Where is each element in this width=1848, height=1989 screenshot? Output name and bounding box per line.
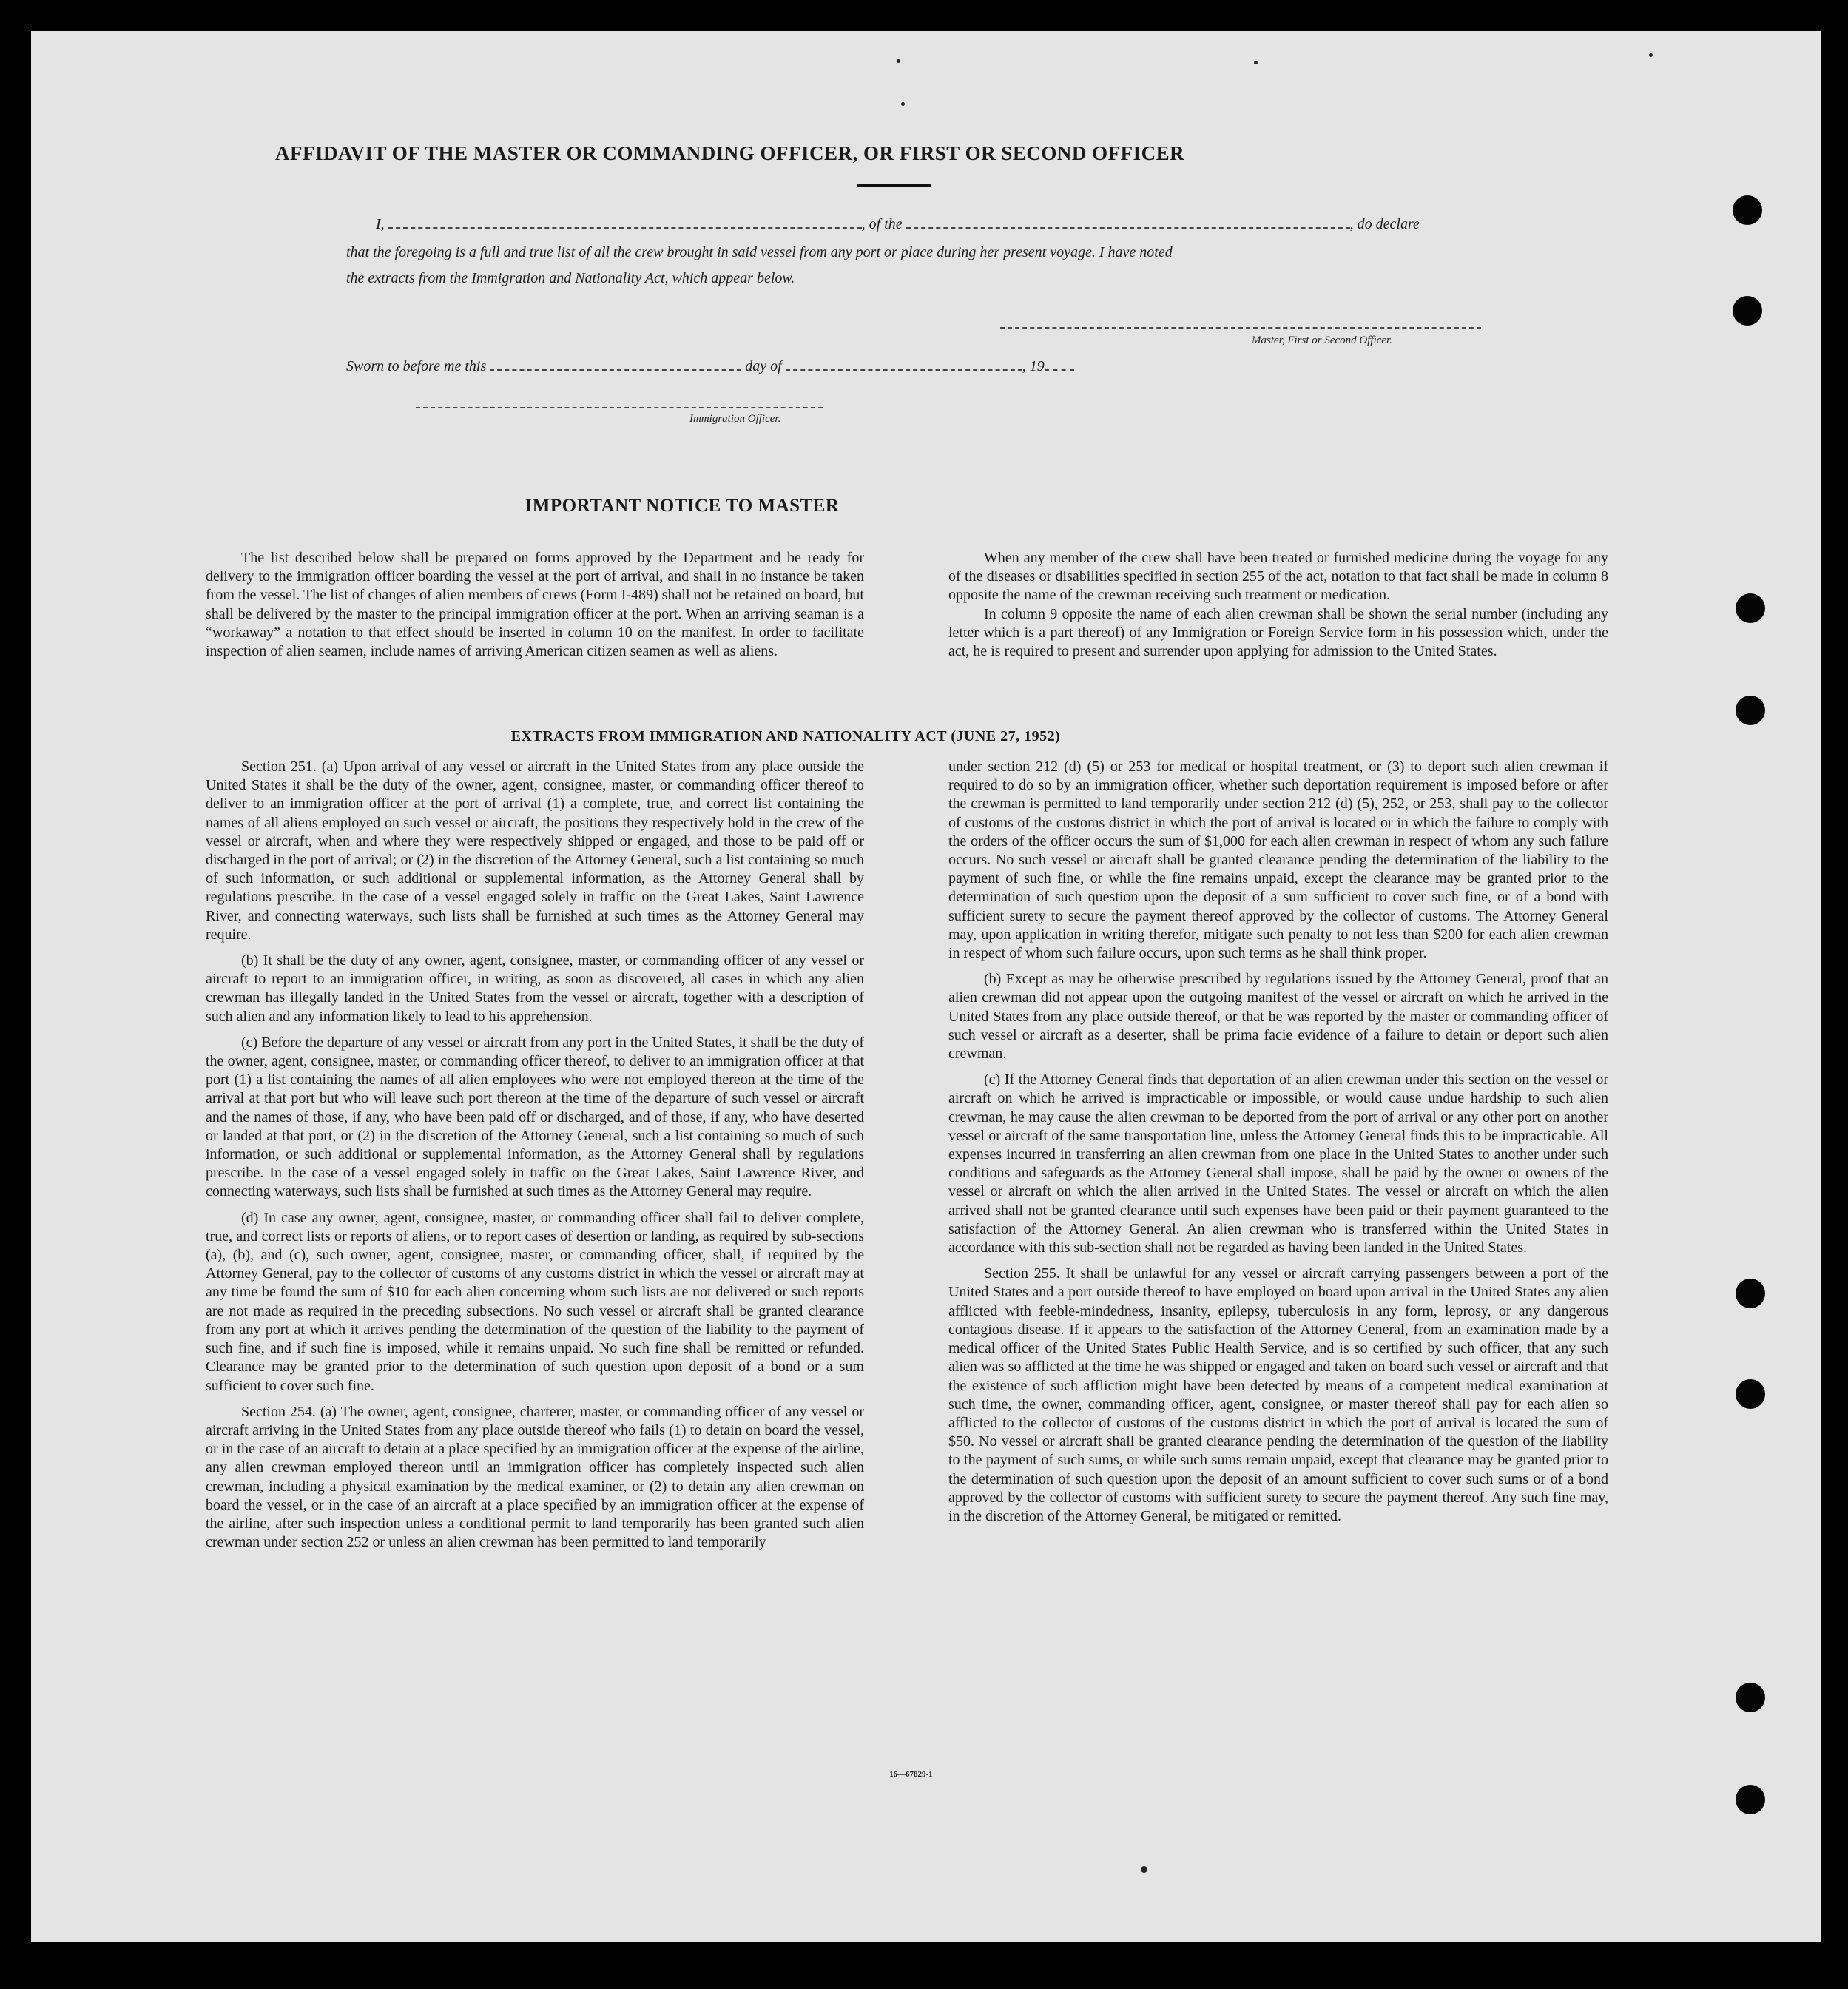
extract-paragraph: under section 212 (d) (5) or 253 for medical or hospital treatment, or (3) to deport such alien crewman if required to do so by an immigration officer, whether such deportation requirement is imposed before or after the crewman is permitted to land temporarily under section 212 (d) (5), 252, or 253, shall pay to the collector of customs of the customs district in which the port of arrival is located or in which the failure to comply with the orders of the officer occurs the sum of $1,000 for each alien crewman in respect of whom any such failure occurs. No such vessel or aircraft shall be granted clearance pending the determination of the liability to the payment of such fine, or while the fine remains unpaid, except the clearance may be granted prior to the determination of such question upon the deposit of a sum sufficient to cover such fine, or of a bond with sufficient surety to secure the payment thereof approved by the collector of customs. The Attorney General may, upon application in writing therefor, mitigate such penalty to not less than $200 for each alien crewman in respect of whom such failure occurs, upon such terms as he shall think proper. (948, 758, 1608, 962)
notice-right-column (948, 549, 1608, 661)
extract-paragraph: Section 254. (a) The owner, agent, consignee, charterer, master, or commanding officer of any vessel or aircraft arriving in the United States from any place outside thereof who fails (1) to detain on board the vessel, or in the case of an aircraft to detain at a place specified by an immigration officer at the expense of the airline, any alien crewman employed thereon until an immigration officer has completely inspected such alien crewman, including a physical examination by the medical examiner, or (2) to detain any alien crewman on board the vessel, or in the case of an aircraft at a place specified by an immigration officer at the expense of the airline, after such inspection unless a conditional permit to land temporarily has been granted such alien crewman under section 252 or unless an alien crewman has been permitted to land temporarily (206, 1403, 864, 1551)
day-of-label: day of (745, 358, 782, 374)
extracts-right-column (948, 758, 1608, 1526)
sworn-label: Sworn to before me this (346, 358, 487, 374)
form-number: 16—67829-1 (889, 1770, 933, 1779)
title-rule (857, 184, 931, 187)
of-the-label: , of the (861, 216, 903, 232)
declaration-line (376, 216, 1420, 233)
extract-paragraph: Section 251. (a) Upon arrival of any vessel or aircraft in the United States from any place outside the United States it shall be the duty of the owner, agent, consignee, master, or commanding officer thereof to deliver to an immigration officer at the port of arrival (1) a complete, true, and correct list containing the names of all aliens employed on such vessel or aircraft, the positions they respectively hold in the crew of the vessel or aircraft, when and where they were respectively shipped or engaged, and those to be paid off or discharged in the port of arrival; or (2) in the discretion of the Attorney General, such a list containing so much of such information, or such additional or supplemental information, as the Attorney General shall by regulations prescribe. In the case of a vessel engaged solely in traffic on the Great Lakes, Saint Lawrence River, and connecting waterways, such lists shall be furnished at such times as the Attorney General may require. (206, 758, 864, 943)
extracts-title: EXTRACTS FROM IMMIGRATION AND NATIONALITY ACT (JUNE 27, 1952) (510, 728, 1061, 744)
punch-hole (1736, 1785, 1765, 1814)
speck (901, 102, 905, 106)
vessel-name-field[interactable] (906, 226, 1350, 229)
sworn-day-field[interactable] (490, 368, 741, 371)
affidavit-title: AFFIDAVIT OF THE MASTER OR COMMANDING OFFICER, OR FIRST OR SECOND OFFICER (275, 142, 1185, 164)
sworn-month-field[interactable] (786, 368, 1022, 371)
speck (1254, 61, 1258, 64)
master-signature-field[interactable] (1000, 327, 1481, 329)
officer-signature-field[interactable] (416, 407, 823, 408)
extracts-left-column (206, 758, 864, 1552)
punch-hole (1736, 1279, 1765, 1308)
extract-paragraph: (c) Before the departure of any vessel or aircraft from any port in the United States, it shall be the duty of the owner, agent, consignee, master, or commanding officer thereof, to deliver to an immigration officer at that port (1) a list containing the names of all alien employees who were not employed thereon at the time of the arrival at that port but who will leave such port thereon at the time of the departure of such vessel or aircraft and the names of those, if any, who have been paid off or discharged, and of those, if any, who have deserted or landed at that port, or (2) in the discretion of the Attorney General, such a list containing so much of such information, or such additional or supplemental information, as the Attorney General shall by regulations prescribe. In the case of a vessel engaged solely in traffic on the Great Lakes, Saint Lawrence River, and connecting waterways, such lists shall be furnished at such times as the Attorney General may require. (206, 1034, 864, 1200)
declarant-label: I, (376, 216, 385, 232)
punch-hole (1733, 195, 1762, 225)
extract-paragraph: (c) If the Attorney General finds that deportation of an alien crewman under this section on the vessel or aircraft on which he arrived is impracticable or impossible, or would cause undue hardship to such alien crewman, he may cause the alien crewman to be deported from the port of arrival or any other port on another vessel or aircraft of the same transportation line, unless the Attorney General finds this to be impracticable. All expenses incurred in transferring an alien crewman from one place in the United States to another under such conditions and safeguards as the Attorney General shall impose, shall be paid by the owner or owners of the vessel or aircraft on which the alien arrived in the United States. The vessel or aircraft on which the alien arrived shall not be granted clearance until such expenses have been paid or their payment guaranteed to the satisfaction of the Attorney General. An alien crewman who is transferred within the United States in accordance with this sub-section shall not be regarded as having been landed in the United States. (948, 1071, 1608, 1256)
declarant-name-field[interactable] (388, 226, 862, 229)
notice-paragraph: When any member of the crew shall have been treated or furnished medicine during the voyage for any of the diseases or disabilities specified in section 255 of the act, notation to that fact shall be made in column 8 opposite the name of the crewman receiving such treatment or medication. (948, 550, 1608, 604)
speck (897, 59, 900, 63)
notice-paragraph: The list described below shall be prepared on forms approved by the Department and be ready for delivery to the immigration officer boarding the vessel at the port of arrival, and shall in no instance be taken from the vessel. The list of changes of alien members of crews (Form I-489) shall not be retained on board, but shall be delivered by the master to the principal immigration officer at the port. When an arriving seaman is a “workaway” a notation to that effect should be inserted in column 10 on the manifest. In order to facilitate inspection of alien seamen, include names of arriving American citizen seamen as well as aliens. (206, 550, 864, 660)
punch-hole (1736, 593, 1765, 623)
sworn-year-field[interactable] (1045, 368, 1074, 371)
speck (1649, 53, 1653, 57)
document-page (31, 31, 1821, 1942)
extract-paragraph: Section 255. It shall be unlawful for any vessel or aircraft carrying passengers between a port of the United States and a port outside thereof to have employed on board upon arrival in the United States any alien afflicted with feeble-mindedness, insanity, epilepsy, tuberculosis in any form, leprosy, or any dangerous contagious disease. If it appears to the satisfaction of the Attorney General, from an examination made by a medical officer of the United States Public Health Service, and is so certified by such officer, that any such alien was so afflicted at the time he was shipped or engaged and taken on board such vessel or aircraft and that the existence of such affliction might have been detected by means of a competent medical examination at such time, the owner, commanding officer, agent, consignee, or master thereof shall pay for each alien so afflicted to the collector of customs of the customs district in which the port of arrival is located the sum of $50. No vessel or aircraft shall be granted clearance pending the determination of the question of the liability to the payment of such sums, or while such sums remain unpaid, except that clearance may be granted prior to the determination of such question upon the deposit of an amount sufficient to cover such sums or of a bond approved by the collector of customs with sufficient surety to secure the payment thereof. Any such fine may, in the discretion of the Attorney General, be mitigated or remitted. (948, 1265, 1608, 1524)
notice-title: IMPORTANT NOTICE TO MASTER (525, 496, 840, 516)
punch-hole (1736, 1683, 1765, 1712)
punch-hole (1733, 296, 1762, 326)
speck (1141, 1866, 1147, 1873)
punch-hole (1736, 1379, 1765, 1409)
sworn-line (346, 358, 1074, 375)
master-signature-caption: Master, First or Second Officer. (1252, 334, 1392, 346)
notice-paragraph: In column 9 opposite the name of each alien crewman shall be shown the serial number (including any letter which is a part thereof) of any Immigration or Foreign Service form in his possession which, under the act, he is required to present and surrender upon applying for admission to the United States. (948, 605, 1608, 660)
declaration-text-2: the extracts from the Immigration and Nationality Act, which appear below. (346, 270, 795, 286)
extract-paragraph: (d) In case any owner, agent, consignee, master, or commanding officer shall fail to deliver complete, true, and correct lists or reports of aliens, or to report cases of desertion or landing, as required by sub-sections (a), (b), and (c), such owner, agent, consignee, master, or commanding officer, shall, if required by the Attorney General, pay to the collector of customs of any customs district in which the vessel or aircraft may at any time be found the sum of $10 for each alien concerning whom such lists are not delivered or such reports are not made as required in the preceding subsections. No such vessel or aircraft shall be granted clearance from any port at which it arrives pending the determination of the question of the liability to the payment of such fine, and if such fine is imposed, while it remains unpaid. No such fine shall be remitted or refunded. Clearance may be granted prior to the determination of such question upon deposit of a bond or a sum sufficient to cover such fine. (206, 1209, 864, 1394)
punch-hole (1736, 696, 1765, 725)
notice-left-column (206, 549, 864, 661)
officer-signature-caption: Immigration Officer. (689, 413, 781, 425)
extract-paragraph: (b) Except as may be otherwise prescribed by regulations issued by the Attorney General, proof that an alien crewman did not appear upon the outgoing manifest of the vessel or aircraft on which he arrived in the United States from any place outside thereof, or that he was reported by the master or commanding officer of such vessel or aircraft as a deserter, shall be prima facie evidence of a failure to detain or deport such alien crewman. (948, 971, 1608, 1063)
declaration-text-1: that the foregoing is a full and true list of all the crew brought in said vessel from any port or place during her present voyage. I have noted (346, 244, 1173, 260)
do-declare-label: , do declare (1349, 216, 1420, 232)
extract-paragraph: (b) It shall be the duty of any owner, agent, consignee, master, or commanding officer of any vessel or aircraft to report to an immigration officer, in writing, as soon as discovered, all cases in which any alien crewman has illegally landed in the United States from the vessel or aircraft, together with a description of such alien and any information likely to lead to his apprehension. (206, 952, 864, 1025)
year-label: , 19 (1022, 358, 1045, 374)
